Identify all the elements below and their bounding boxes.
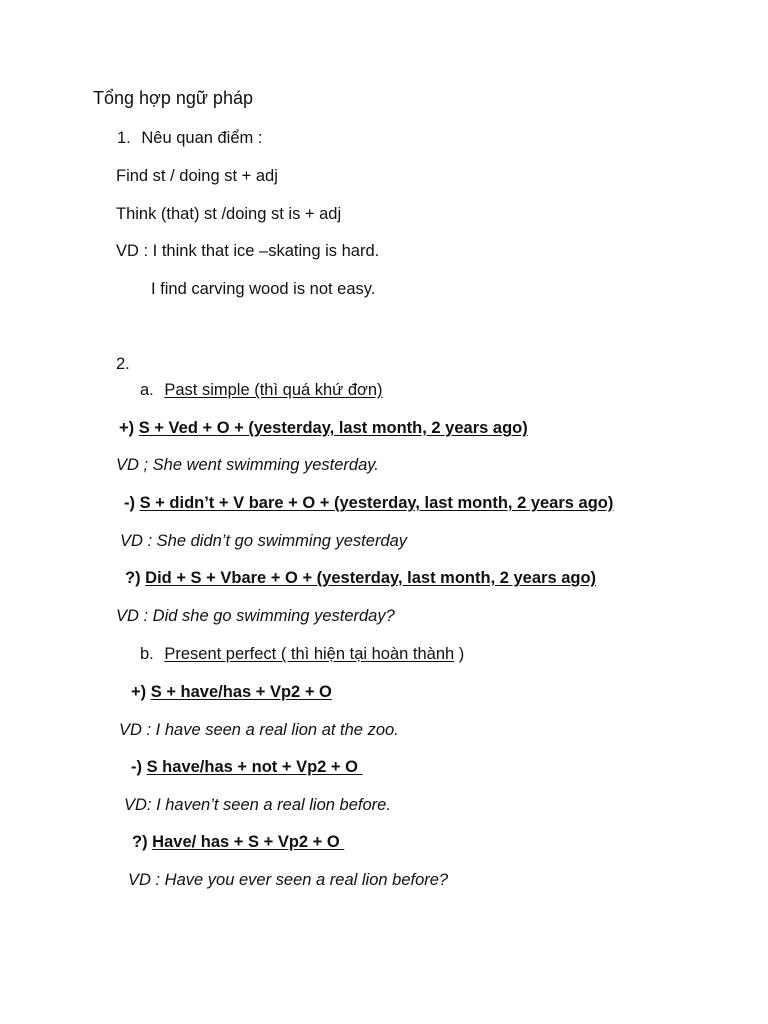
section-2a-heading-line [140, 380, 383, 400]
present-perfect-positive-marker: +) [131, 683, 147, 701]
section-2a-heading: Past simple (thì quá khứ đơn) [164, 381, 383, 399]
section-1-formula-find: Find st / doing st + adj [116, 167, 278, 185]
section-2b-heading: Present perfect ( thì hiện tại hoàn thành [164, 645, 455, 663]
present-perfect-positive-line [131, 682, 332, 702]
past-simple-question-formula: Did + S + Vbare + O + (yesterday, last month, 2 years ago) [145, 569, 597, 587]
present-perfect-negative-line [131, 757, 363, 777]
past-simple-question-marker: ?) [125, 569, 141, 587]
past-simple-positive-example: VD ; She went swimming yesterday. [116, 456, 379, 474]
present-perfect-question-line [132, 832, 344, 852]
present-perfect-negative-formula: S have/has + not + Vp2 + O [146, 758, 363, 776]
present-perfect-question-marker: ?) [132, 833, 148, 851]
document-title: Tổng hợp ngữ pháp [93, 88, 253, 108]
section-1-heading: Nêu quan điểm : [141, 129, 263, 147]
past-simple-negative-line [124, 493, 613, 513]
present-perfect-positive-formula: S + have/has + Vp2 + O [150, 683, 332, 701]
present-perfect-positive-example: VD : I have seen a real lion at the zoo. [119, 721, 399, 739]
present-perfect-negative-example: VD: I haven’t seen a real lion before. [124, 796, 391, 814]
section-1-heading-line [117, 128, 262, 148]
present-perfect-negative-marker: -) [131, 758, 142, 776]
past-simple-question-line [125, 568, 596, 588]
section-2-number: 2. [116, 355, 130, 373]
section-1-example-2: I find carving wood is not easy. [151, 280, 376, 298]
past-simple-question-example: VD : Did she go swimming yesterday? [116, 607, 395, 625]
section-1-number: 1. [117, 129, 131, 147]
present-perfect-question-example: VD : Have you ever seen a real lion before? [128, 871, 449, 889]
section-1-example-1: VD : I think that ice –skating is hard. [116, 242, 380, 260]
past-simple-positive-line [119, 418, 528, 438]
section-1-formula-think: Think (that) st /doing st is + adj [116, 205, 342, 223]
present-perfect-question-formula: Have/ has + S + Vp2 + O [152, 833, 345, 851]
past-simple-positive-formula: S + Ved + O + (yesterday, last month, 2 years ago) [138, 419, 528, 437]
past-simple-negative-example: VD : She didn’t go swimming yesterday [120, 532, 408, 550]
past-simple-negative-formula: S + didn’t + V bare + O + (yesterday, last month, 2 years ago) [139, 494, 614, 512]
section-2b-heading-line [140, 644, 464, 664]
section-2a-marker: a. [140, 381, 154, 399]
past-simple-negative-marker: -) [124, 494, 135, 512]
past-simple-positive-marker: +) [119, 419, 135, 437]
section-2b-marker: b. [140, 645, 154, 663]
section-2b-heading-close: ) [454, 645, 465, 663]
